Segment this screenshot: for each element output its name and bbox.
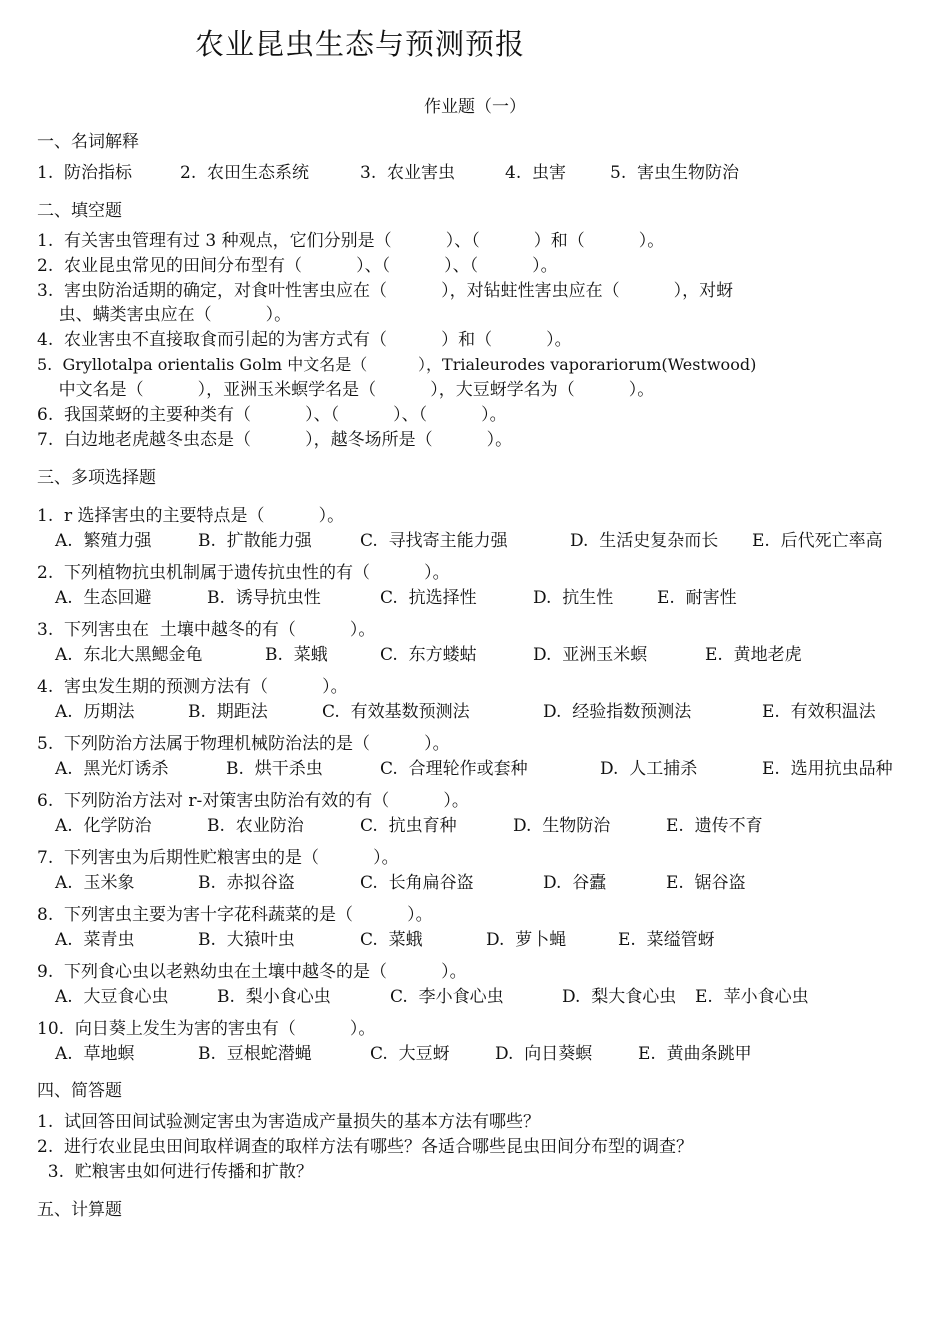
question-line: 4. 害虫发生期的预测方法有（ ）。 xyxy=(37,677,348,697)
fill-blank-line: 7. 白边地老虎越冬虫态是（ ），越冬场所是（ ）。 xyxy=(37,430,513,450)
question-line: 6. 下列防治方法对 r-对策害虫防治有效的有（ ）。 xyxy=(37,791,469,811)
answer-option: E. 黄地老虎 xyxy=(705,645,802,665)
term-item: 1. 防治指标 xyxy=(37,163,133,183)
answer-option: D. 经验指数预测法 xyxy=(543,702,692,722)
document-title: 农业昆虫生态与预测预报 xyxy=(195,27,526,61)
section-heading-terms: 一、名词解释 xyxy=(37,132,139,152)
answer-option: A. 繁殖力强 xyxy=(55,531,152,551)
answer-option: A. 历期法 xyxy=(55,702,135,722)
question-line: 9. 下列食心虫以老熟幼虫在土壤中越冬的是（ ）。 xyxy=(37,962,467,982)
question-line: 2. 下列植物抗虫机制属于遗传抗虫性的有（ ）。 xyxy=(37,563,450,583)
answer-option: B. 大猿叶虫 xyxy=(198,930,295,950)
answer-option: A. 玉米象 xyxy=(55,873,135,893)
answer-option: D. 萝卜蝇 xyxy=(486,930,567,950)
answer-option: D. 梨大食心虫 xyxy=(562,987,677,1007)
section-heading-calculation: 五、计算题 xyxy=(37,1200,122,1220)
question-line: 5. 下列防治方法属于物理机械防治法的是（ ）。 xyxy=(37,734,450,754)
section-heading-multiple-choice: 三、多项选择题 xyxy=(37,468,156,488)
question-line: 3. 下列害虫在 土壤中越冬的有（ ）。 xyxy=(37,620,376,640)
answer-option: C. 大豆蚜 xyxy=(370,1044,450,1064)
question-line: 7. 下列害虫为后期性贮粮害虫的是（ ）。 xyxy=(37,848,399,868)
question-line: 8. 下列害虫主要为害十字花科蔬菜的是（ ）。 xyxy=(37,905,433,925)
answer-option: D. 生活史复杂而长 xyxy=(570,531,719,551)
answer-option: C. 寻找寄主能力强 xyxy=(360,531,508,551)
answer-option: D. 谷蠹 xyxy=(543,873,607,893)
answer-option: C. 东方蝼蛄 xyxy=(380,645,477,665)
term-item: 5. 害虫生物防治 xyxy=(610,163,740,183)
document-subtitle: 作业题（一） xyxy=(424,97,526,117)
answer-option: E. 耐害性 xyxy=(657,588,737,608)
answer-option: D. 向日葵螟 xyxy=(495,1044,593,1064)
answer-option: B. 烘干杀虫 xyxy=(226,759,323,779)
fill-blank-line: 中文名是（ ），亚洲玉米螟学名是（ ），大豆蚜学名为（ ）。 xyxy=(37,380,655,400)
short-answer-question: 1. 试回答田间试验测定害虫为害造成产量损失的基本方法有哪些？ xyxy=(37,1112,541,1132)
answer-option: A. 东北大黑鳃金龟 xyxy=(55,645,203,665)
answer-option: D. 亚洲玉米螟 xyxy=(533,645,648,665)
answer-option: C. 菜蛾 xyxy=(360,930,423,950)
answer-option: B. 期距法 xyxy=(188,702,268,722)
answer-option: B. 菜蛾 xyxy=(265,645,328,665)
term-item: 4. 虫害 xyxy=(505,163,567,183)
section-heading-fill-blank: 二、填空题 xyxy=(37,201,122,221)
answer-option: B. 诱导抗虫性 xyxy=(207,588,321,608)
answer-option: E. 锯谷盗 xyxy=(666,873,746,893)
fill-blank-line: 1. 有关害虫管理有过 3 种观点，它们分别是（ ）、（ ）和（ ）。 xyxy=(37,231,665,251)
answer-option: A. 草地螟 xyxy=(55,1044,135,1064)
answer-option: E. 遗传不育 xyxy=(666,816,763,836)
answer-option: B. 扩散能力强 xyxy=(198,531,312,551)
answer-option: E. 有效积温法 xyxy=(762,702,876,722)
short-answer-question: 2. 进行农业昆虫田间取样调查的取样方法有哪些？各适合哪些昆虫田间分布型的调查？ xyxy=(37,1137,694,1157)
answer-option: C. 长角扁谷盗 xyxy=(360,873,474,893)
answer-option: B. 豆根蛇潜蝇 xyxy=(198,1044,312,1064)
answer-option: E. 黄曲条跳甲 xyxy=(638,1044,752,1064)
fill-blank-line: 4. 农业害虫不直接取食而引起的为害方式有（ ）和（ ）。 xyxy=(37,330,572,350)
section-heading-short-answer: 四、简答题 xyxy=(37,1081,122,1101)
answer-option: A. 化学防治 xyxy=(55,816,152,836)
fill-blank-line: 5. Gryllotalpa orientalis Golm 中文名是（ ），Trialeurodes vaporariorum(Westwood) xyxy=(37,355,757,374)
answer-option: C. 抗虫育种 xyxy=(360,816,457,836)
fill-blank-line: 6. 我国菜蚜的主要种类有（ ）、（ ）、（ ）。 xyxy=(37,405,507,425)
answer-option: C. 有效基数预测法 xyxy=(322,702,470,722)
answer-option: D. 生物防治 xyxy=(513,816,611,836)
answer-option: E. 菜缢管蚜 xyxy=(618,930,715,950)
short-answer-question: 3. 贮粮害虫如何进行传播和扩散？ xyxy=(37,1162,313,1182)
answer-option: E. 苹小食心虫 xyxy=(695,987,809,1007)
fill-blank-line: 3. 害虫防治适期的确定，对食叶性害虫应在（ ），对钻蛀性害虫应在（ ），对蚜 xyxy=(37,281,734,301)
answer-option: E. 选用抗虫品种 xyxy=(762,759,893,779)
answer-option: C. 抗选择性 xyxy=(380,588,477,608)
answer-option: B. 农业防治 xyxy=(207,816,304,836)
answer-option: C. 李小食心虫 xyxy=(390,987,504,1007)
answer-option: D. 人工捕杀 xyxy=(600,759,698,779)
answer-option: E. 后代死亡率高 xyxy=(752,531,883,551)
answer-option: B. 赤拟谷盗 xyxy=(198,873,295,893)
fill-blank-line: 虫、螨类害虫应在（ ）。 xyxy=(37,305,292,325)
question-line: 10. 向日葵上发生为害的害虫有（ ）。 xyxy=(37,1019,376,1039)
answer-option: A. 菜青虫 xyxy=(55,930,135,950)
answer-option: C. 合理轮作或套种 xyxy=(380,759,528,779)
term-item: 2. 农田生态系统 xyxy=(180,163,310,183)
answer-option: D. 抗生性 xyxy=(533,588,614,608)
fill-blank-line: 2. 农业昆虫常见的田间分布型有（ ）、（ ）、（ ）。 xyxy=(37,256,558,276)
question-line: 1. r 选择害虫的主要特点是（ ）。 xyxy=(37,506,345,526)
term-item: 3. 农业害虫 xyxy=(360,163,456,183)
answer-option: A. 大豆食心虫 xyxy=(55,987,169,1007)
answer-option: B. 梨小食心虫 xyxy=(217,987,331,1007)
answer-option: A. 黑光灯诱杀 xyxy=(55,759,169,779)
answer-option: A. 生态回避 xyxy=(55,588,152,608)
